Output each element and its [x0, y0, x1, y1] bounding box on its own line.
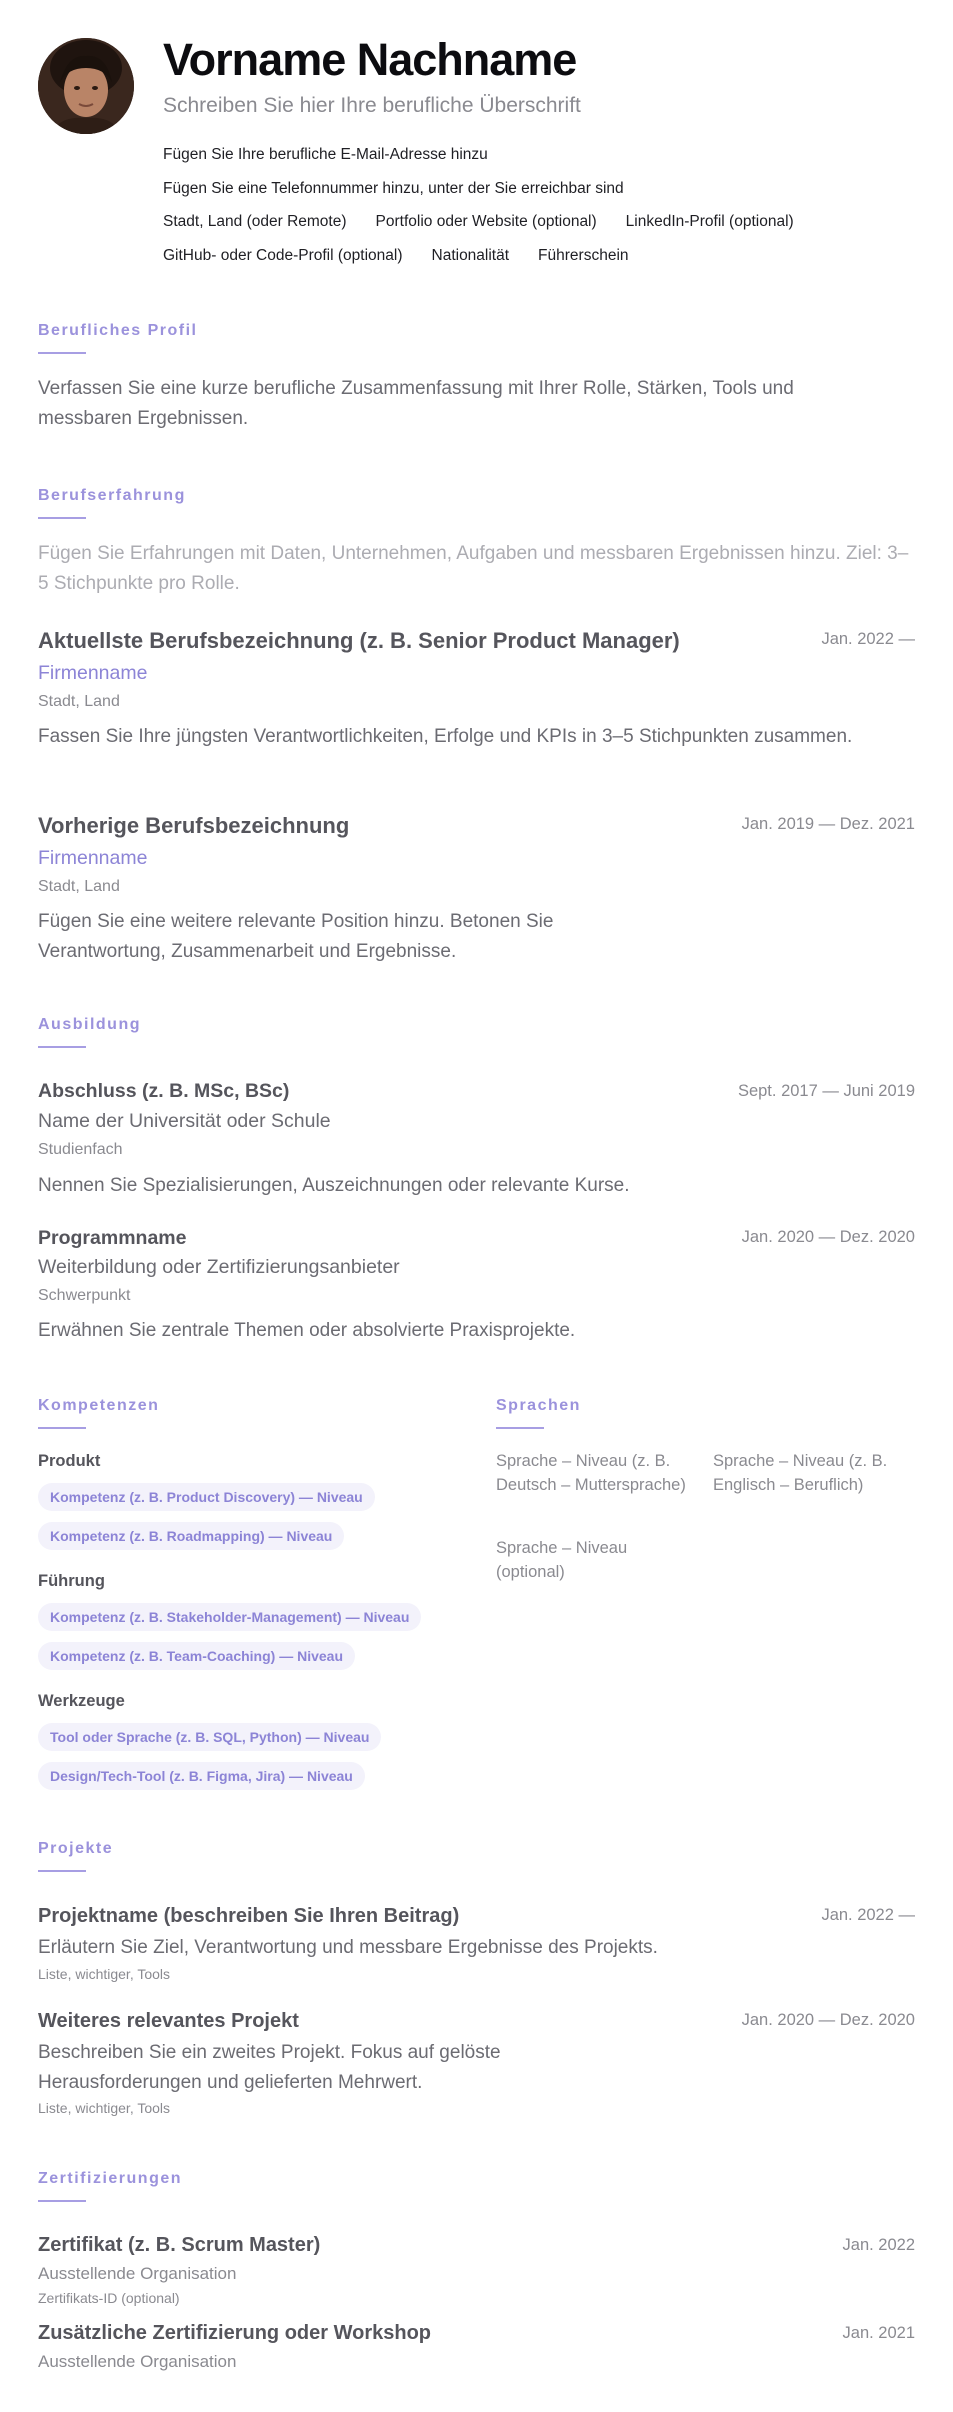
avatar: [38, 38, 134, 134]
contact-phone[interactable]: Fügen Sie eine Telefonnummer hinzu, unter der Sie erreichbar sind: [163, 180, 624, 197]
education-description: Nennen Sie Spezialisierungen, Auszeichnungen oder relevante Kurse.: [38, 1175, 630, 1196]
skill-chip: Kompetenz (z. B. Product Discovery) — Niveau: [38, 1483, 375, 1511]
section-divider: [38, 352, 86, 354]
professional-headline: Schreiben Sie hier Ihre berufliche Überschrift: [163, 94, 581, 117]
degree-title: Abschluss (z. B. MSc, BSc): [38, 1080, 290, 1102]
contact-location: Stadt, Land (oder Remote): [163, 213, 347, 230]
skill-chip: Kompetenz (z. B. Team-Coaching) — Niveau: [38, 1642, 355, 1670]
skill-group-label: Werkzeuge: [38, 1692, 125, 1710]
certification-title: Zertifikat (z. B. Scrum Master): [38, 2234, 321, 2256]
section-divider: [38, 1046, 86, 1048]
company-name: Firmenname: [38, 662, 148, 684]
certification-issuer: Ausstellende Organisation: [38, 2352, 237, 2371]
contact-email[interactable]: Fügen Sie Ihre berufliche E-Mail-Adresse hinzu: [163, 146, 488, 163]
section-divider: [38, 1427, 86, 1429]
skill-chip: Kompetenz (z. B. Stakeholder-Management) — Niveau: [38, 1603, 421, 1631]
certification-id: Zertifikats-ID (optional): [38, 2290, 180, 2306]
degree-title: Programmname: [38, 1227, 187, 1249]
profile-photo-icon: [38, 38, 134, 134]
project-description: Beschreiben Sie ein zweites Projekt. Fokus auf gelöste Herausforderungen und gelieferten Mehrwert.: [38, 2042, 501, 2093]
job-description: Fassen Sie Ihre jüngsten Verantwortlichkeiten, Erfolge und KPIs in 3–5 Stichpunkten zusammen.: [38, 726, 853, 747]
section-divider: [38, 2200, 86, 2202]
section-title-experience: Berufserfahrung: [38, 487, 186, 504]
project-tools: Liste, wichtiger, Tools: [38, 1966, 171, 1982]
section-title-projects: Projekte: [38, 1840, 114, 1857]
field-of-study: Studienfach: [38, 1141, 123, 1158]
contact-github-link[interactable]: GitHub- oder Code-Profil (optional): [163, 247, 403, 264]
experience-hint: Fügen Sie Erfahrungen mit Daten, Unternehmen, Aufgaben und messbaren Ergebnissen hinzu. Ziel: 3–5 Stichpunkte pro Rolle.: [38, 543, 909, 594]
field-of-study: Schwerpunkt: [38, 1287, 131, 1304]
section-title-education: Ausbildung: [38, 1016, 141, 1033]
institution-name: Weiterbildung oder Zertifizierungsanbieter: [38, 1256, 400, 1278]
section-title-profile: Berufliches Profil: [38, 322, 198, 339]
contact-license: Führerschein: [538, 247, 629, 264]
profile-summary: Verfassen Sie eine kurze berufliche Zusammenfassung mit Ihrer Rolle, Stärken, Tools und messbaren Ergebnissen.: [38, 378, 794, 429]
skill-chip: Design/Tech-Tool (z. B. Figma, Jira) — Niveau: [38, 1762, 365, 1790]
contact-linkedin-link[interactable]: LinkedIn-Profil (optional): [625, 213, 794, 230]
section-title-languages: Sprachen: [496, 1397, 581, 1414]
section-title-certifications: Zertifizierungen: [38, 2170, 183, 2187]
section-divider: [38, 1870, 86, 1872]
job-date: Jan. 2022 —: [821, 630, 915, 648]
education-date: Jan. 2020 — Dez. 2020: [741, 1228, 915, 1246]
job-title: Aktuellste Berufsbezeichnung (z. B. Senior Product Manager): [38, 628, 680, 653]
job-date: Jan. 2019 — Dez. 2021: [741, 815, 915, 833]
education-date: Sept. 2017 — Juni 2019: [737, 1082, 915, 1100]
section-divider: [496, 1427, 544, 1429]
skill-chip: Kompetenz (z. B. Roadmapping) — Niveau: [38, 1522, 344, 1550]
skill-chip: Tool oder Sprache (z. B. SQL, Python) — Niveau: [38, 1723, 381, 1751]
section-divider: [38, 517, 86, 519]
certification-title: Zusätzliche Zertifizierung oder Workshop: [38, 2322, 432, 2344]
certification-date: Jan. 2022: [842, 2236, 915, 2254]
project-title: Projektname (beschreiben Sie Ihren Beitrag): [38, 1905, 460, 1927]
project-tools: Liste, wichtiger, Tools: [38, 2100, 171, 2116]
job-location: Stadt, Land: [38, 878, 120, 895]
candidate-name: Vorname Nachname: [163, 34, 577, 85]
contact-nationality: Nationalität: [431, 247, 510, 264]
project-title: Weiteres relevantes Projekt: [38, 2010, 299, 2032]
contact-links-row-1: [163, 213, 794, 231]
education-description: Erwähnen Sie zentrale Themen oder absolvierte Praxisprojekte.: [38, 1320, 576, 1341]
job-location: Stadt, Land: [38, 693, 120, 710]
certification-issuer: Ausstellende Organisation: [38, 2264, 237, 2283]
project-date: Jan. 2020 — Dez. 2020: [741, 2011, 915, 2029]
institution-name: Name der Universität oder Schule: [38, 1110, 331, 1132]
contact-portfolio-link[interactable]: Portfolio oder Website (optional): [375, 213, 597, 230]
job-title: Vorherige Berufsbezeichnung: [38, 813, 350, 838]
company-name: Firmenname: [38, 847, 148, 869]
language-item: Sprache – Niveau (z. B. Deutsch – Muttersprache): [496, 1452, 686, 1494]
skill-group-label: Produkt: [38, 1452, 101, 1470]
certification-date: Jan. 2021: [842, 2324, 915, 2342]
skill-group-label: Führung: [38, 1572, 105, 1590]
job-description: Fügen Sie eine weitere relevante Position hinzu. Betonen Sie Verantwortung, Zusammenarbeit und Ergebnisse.: [38, 911, 554, 962]
section-title-skills: Kompetenzen: [38, 1397, 160, 1414]
project-description: Erläutern Sie Ziel, Verantwortung und messbare Ergebnisse des Projekts.: [38, 1937, 658, 1958]
contact-links-row-2: [163, 247, 629, 265]
project-date: Jan. 2022 —: [821, 1906, 915, 1924]
language-item: Sprache – Niveau (z. B. Englisch – Beruflich): [713, 1452, 888, 1494]
language-item: Sprache – Niveau (optional): [496, 1539, 628, 1581]
